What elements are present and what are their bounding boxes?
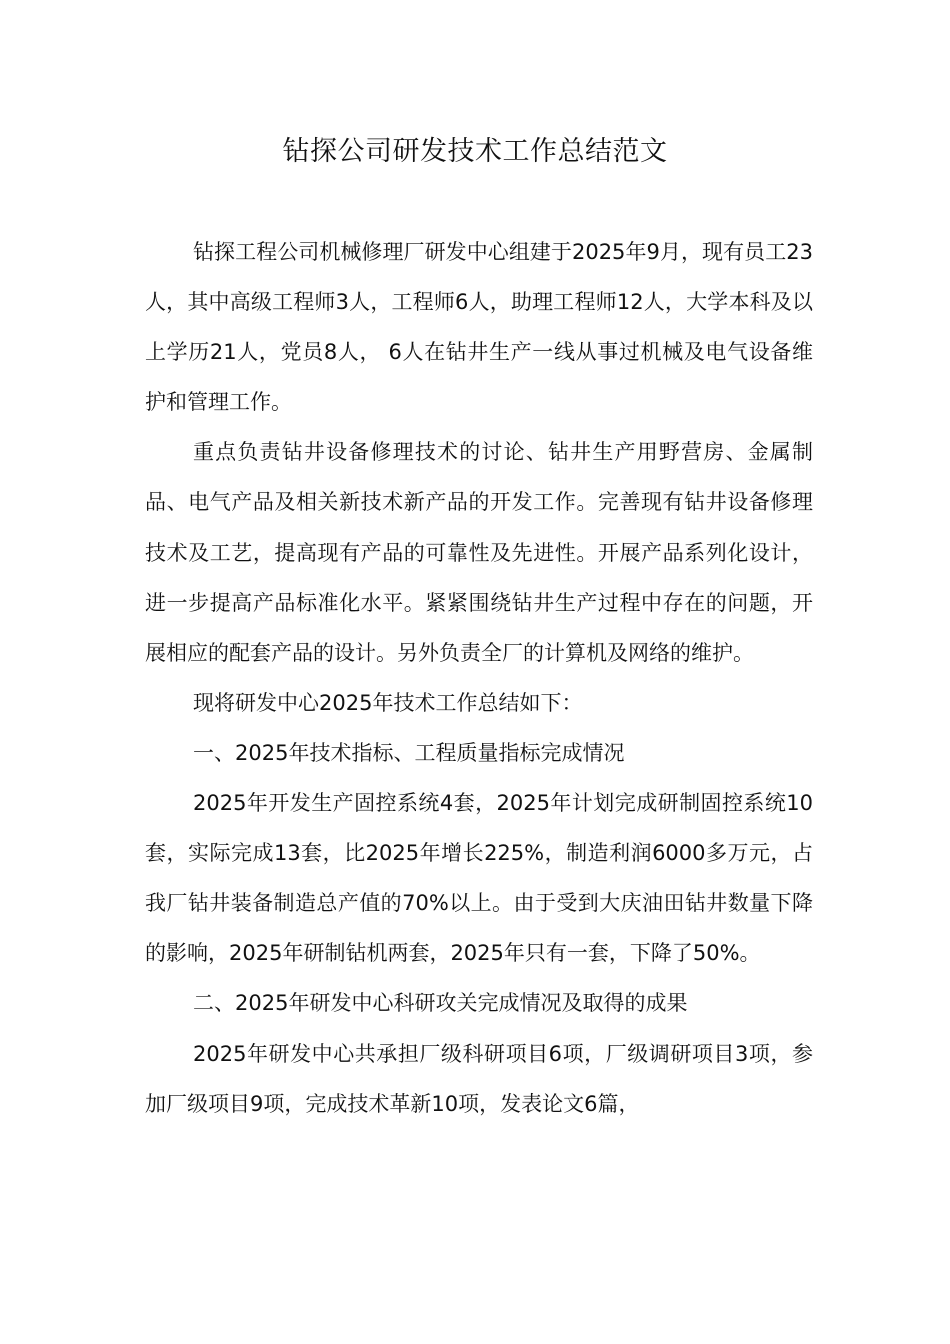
paragraph-overview: 钻探工程公司机械修理厂研发中心组建于2025年9月，现有员工23人，其中高级工程师3人，工程师6人，助理工程师12人，大学本科及以上学历21人，党员8人， 6人在钻井生产一线从事过机械及电气设备维护和管理工作。 (145, 240, 813, 415)
document-title: 钻探公司研发技术工作总结范文 (282, 136, 668, 167)
paragraph-intro-summary: 现将研发中心2025年技术工作总结如下： (193, 690, 583, 715)
paragraph-research-projects: 2025年研发中心共承担厂级科研项目6项，厂级调研项目3项，参加厂级项目9项，完成技术革新10项，发表论文6篇， (145, 1041, 813, 1116)
document-body (145, 227, 813, 1129)
section-heading-2: 二、2025年研发中心科研攻关完成情况及取得的成果 (193, 991, 688, 1016)
section-heading-1: 一、2025年技术指标、工程质量指标完成情况 (193, 740, 625, 765)
paragraph-indicators: 2025年开发生产固控系统4套，2025年计划完成研制固控系统10套，实际完成13套，比2025年增长225%，制造利润6000多万元，占我厂钻井装备制造总产值的70%以上。由于受到大庆油田钻井数量下降的影响，2025年研制钻机两套，2025年只有一套，下降了50%。 (145, 791, 813, 966)
paragraph-responsibilities: 重点负责钻井设备修理技术的讨论、钻井生产用野营房、金属制品、电气产品及相关新技术新产品的开发工作。完善现有钻井设备修理技术及工艺，提高现有产品的可靠性及先进性。开展产品系列化设计，进一步提高产品标准化水平。紧紧围绕钻井生产过程中存在的问题，开展相应的配套产品的设计。另外负责全厂的计算机及网络的维护。 (145, 440, 813, 665)
